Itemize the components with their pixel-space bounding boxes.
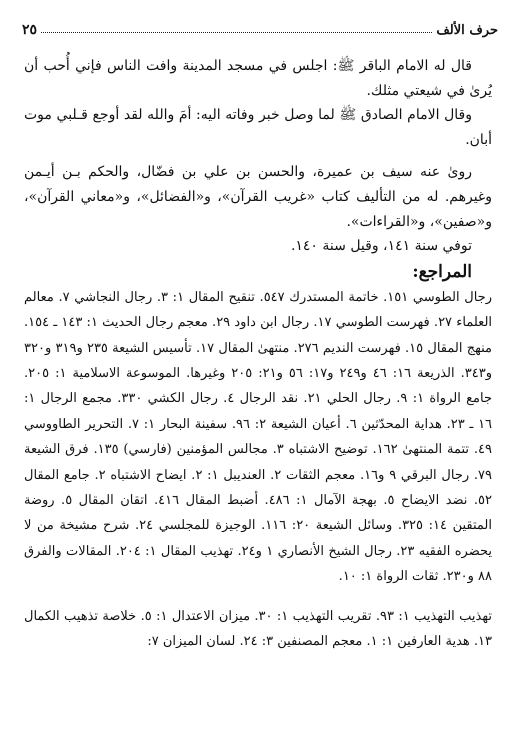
leader-dots	[41, 32, 432, 33]
paragraph-death-year: توفي سنة ١٤١، وقيل سنة ١٤٠.	[290, 238, 472, 255]
paragraph-narrators-works: روىٰ عنه سيف بن عميرة، والحسن بن علي بن فضّال، والحكم بـن أيـمن وغيرهم. له من التأليف كتاب «غريب القرآن»، و«الفضائل»، و«معاني القرآن»، و«صفين»، و«القراءات».	[24, 164, 492, 230]
paragraph-sadiq-quote: وقال الامام الصادق ﷺ لما وصل خبر وفاته اليه: أمَ والله لقد أوجع قـلبي موت أبان.	[24, 107, 492, 148]
paragraph-baqir-quote: قال له الامام الباقر ﷺ: اجلس في مسجد المدينة وافت الناس فإني أُحب أن يُرىٰ في شيعتي مثلك.	[24, 58, 492, 99]
references-list	[24, 285, 492, 655]
references-heading: المراجع:	[412, 261, 472, 282]
references-paragraph: تهذيب التهذيب ١: ٩٣. تقريب التهذيب ١: ٣٠. ميزان الاعتدال ١: ٥. خلاصة تذهيب الكمال ١٣. هدية العارفين ١: ١. معجم المصنفين ٣: ٢٤. لسان الميزان ٧:	[24, 608, 492, 650]
page-number: ٢٥	[22, 22, 38, 38]
references-paragraph: رجال الطوسي ١٥١. خاتمة المستدرك ٥٤٧. تنقيح المقال ١: ٣. رجال النجاشي ٧. معالم العلماء ٢٧. فهرست الطوسي ١٧. رجال ابن داود ٢٩. معجم رجال الحديث ١: ١٤٣ ـ ١٥٤. منهج المقال ١٥. فهرست النديم ٢٧٦. منتهىٰ المقال ١٧. تأسيس الشيعة ٢٣٥ و٣١٩ و٣٢٠ و٣٤٣. الذريعة ١٦: ٤٦ و٢٤٩ و١٧: ٥٦ و٢١: ٢٠٥ وغيرها. الموسوعة الاسلامية ١: ٢٠٥. جامع الرواة ١: ٩. رجال الحلي ٢١. نقد الرجال ٤. رجال الكشي ٣٣٠. مجمع الرجال ١: ١٦ ـ ٢٣. هداية المحدّثين ٦. أعيان الشيعة ٢: ٩٦. سفينة البحار ١: ٧. التحرير الطاووسي ٤٩. تتمة المنتهىٰ ١٦٢. توضيح الاشتباه ٣. مجالس المؤمنين (فارسي) ١٣٥. فرق الشيعة ٧٩. رجال البرقي ٩ و١٦. معجم الثقات ٢. العنديبل ١: ٢. ايضاح الاشتباه ٢. جامع المقال ٥٢. نضد الايضاح ٥. بهجة الآمال ١: ٤٨٦. أضبط المقال ٤١٦. اتقان المقال ٥. روضة المتقين ١٤: ٣٢٥. وسائل الشيعة ٢٠: ١١٦. الوجيزة للمجلسي ٢٤. شرح مشيخة من لا يحضره الفقيه ٢٣. رجال الشيخ الأنصاري ١ و٢٤. تهذيب المقال ١: ٢٠٤. المقالات والفرق ٨٨ و٢٣٠. ثقات الرواة ١: ١٠.	[24, 289, 493, 585]
page-body	[24, 54, 492, 654]
page-header	[22, 16, 498, 38]
section-title: حرف الألف	[436, 23, 498, 38]
